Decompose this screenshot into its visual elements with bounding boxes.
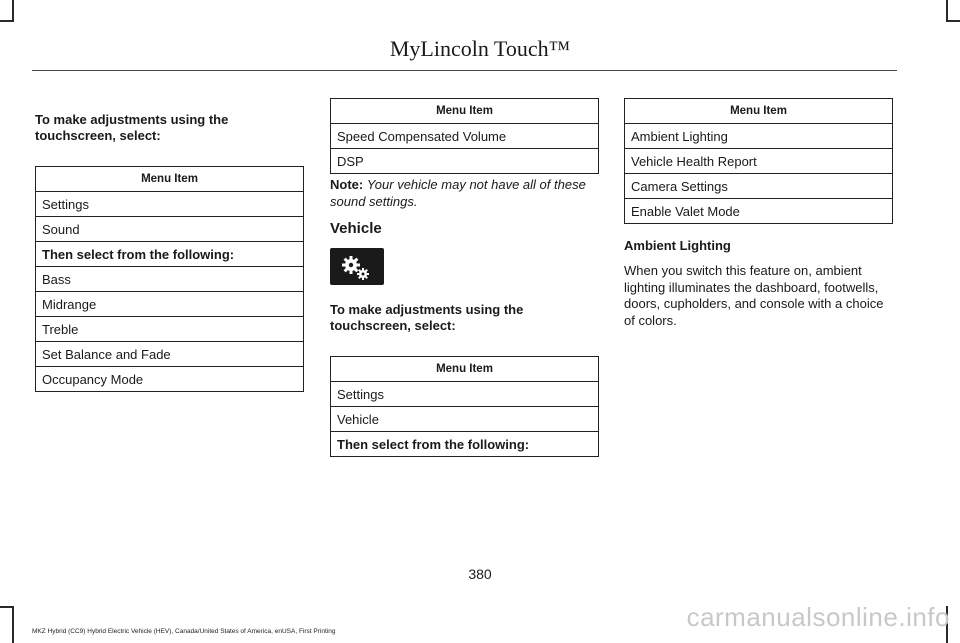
table-row [331,432,599,457]
table-cell: Then select from the following: [331,432,599,457]
page-title: MyLincoln Touch™ [389,36,571,61]
menu-table-vehicle-continued [624,98,893,224]
table-cell: Settings [36,192,304,217]
table-cell: Treble [36,317,304,342]
table-cell: Camera Settings [625,174,893,199]
column-left [35,112,304,392]
menu-table-header: Menu Item [625,99,893,124]
header-divider [32,70,897,71]
table-row [36,317,304,342]
vehicle-heading-block [330,220,599,237]
table-row [36,367,304,392]
table-cell: Settings [331,382,599,407]
crop-mark-top-right-v [946,0,948,20]
table-row [36,292,304,317]
table-row [331,407,599,432]
menu-table-header: Menu Item [36,167,304,192]
table-row [36,192,304,217]
table-row [36,242,304,267]
crop-mark-bottom-left-h [0,606,14,608]
table-cell: Vehicle Health Report [625,149,893,174]
table-cell: Sound [36,217,304,242]
table-row [331,382,599,407]
table-cell: Vehicle [331,407,599,432]
crop-mark-top-left-h [0,20,14,22]
table-cell: DSP [331,149,599,174]
menu-table-body [625,124,893,224]
table-row [625,124,893,149]
menu-table-sound [35,166,304,392]
menu-table-sound-continued [330,98,599,174]
table-row [625,149,893,174]
page-number: 380 [468,566,492,582]
column-middle [330,98,599,210]
table-cell: Midrange [36,292,304,317]
table-cell: Enable Valet Mode [625,199,893,224]
menu-table-body [36,192,304,392]
crop-mark-bottom-left-v [12,606,14,643]
table-cell: Bass [36,267,304,292]
menu-table-header: Menu Item [331,357,599,382]
ambient-lighting-paragraph: When you switch this feature on, ambient lighting illuminates the dashboard, footwells, doors, cupholders, and console with a choice of colors. [624,263,884,328]
table-cell: Speed Compensated Volume [331,124,599,149]
table-row [36,267,304,292]
sub-heading-ambient-lighting: Ambient Lighting [624,238,731,253]
table-row [36,342,304,367]
crop-mark-top-right-h [946,20,960,22]
menu-table-header: Menu Item [331,99,599,124]
menu-table-body [331,124,599,174]
note-label: Note: [330,177,364,192]
table-row [331,149,599,174]
menu-table-vehicle [330,356,599,457]
gears-icon [330,248,384,285]
table-cell: Then select from the following: [36,242,304,267]
note-body: Your vehicle may not have all of these sound settings. [330,177,586,209]
table-cell: Set Balance and Fade [36,342,304,367]
crop-mark-top-left-v [12,0,14,20]
footer-text: MKZ Hybrid (CC9) Hybrid Electric Vehicle (HEV), Canada/United States of America, enUSA, First Printing [32,628,336,635]
note-text [330,176,599,210]
table-row [331,124,599,149]
intro-text: To make adjustments using the touchscreen, select: [330,302,524,333]
table-row [625,174,893,199]
menu-table-body [331,382,599,457]
section-heading-vehicle: Vehicle [330,220,382,237]
table-row [36,217,304,242]
column-middle-lower [330,302,599,457]
column-right [624,98,893,329]
table-cell: Occupancy Mode [36,367,304,392]
table-row [625,199,893,224]
table-cell: Ambient Lighting [625,124,893,149]
intro-text: To make adjustments using the touchscreen, select: [35,112,229,143]
watermark: carmanualsonline.info [686,602,950,632]
